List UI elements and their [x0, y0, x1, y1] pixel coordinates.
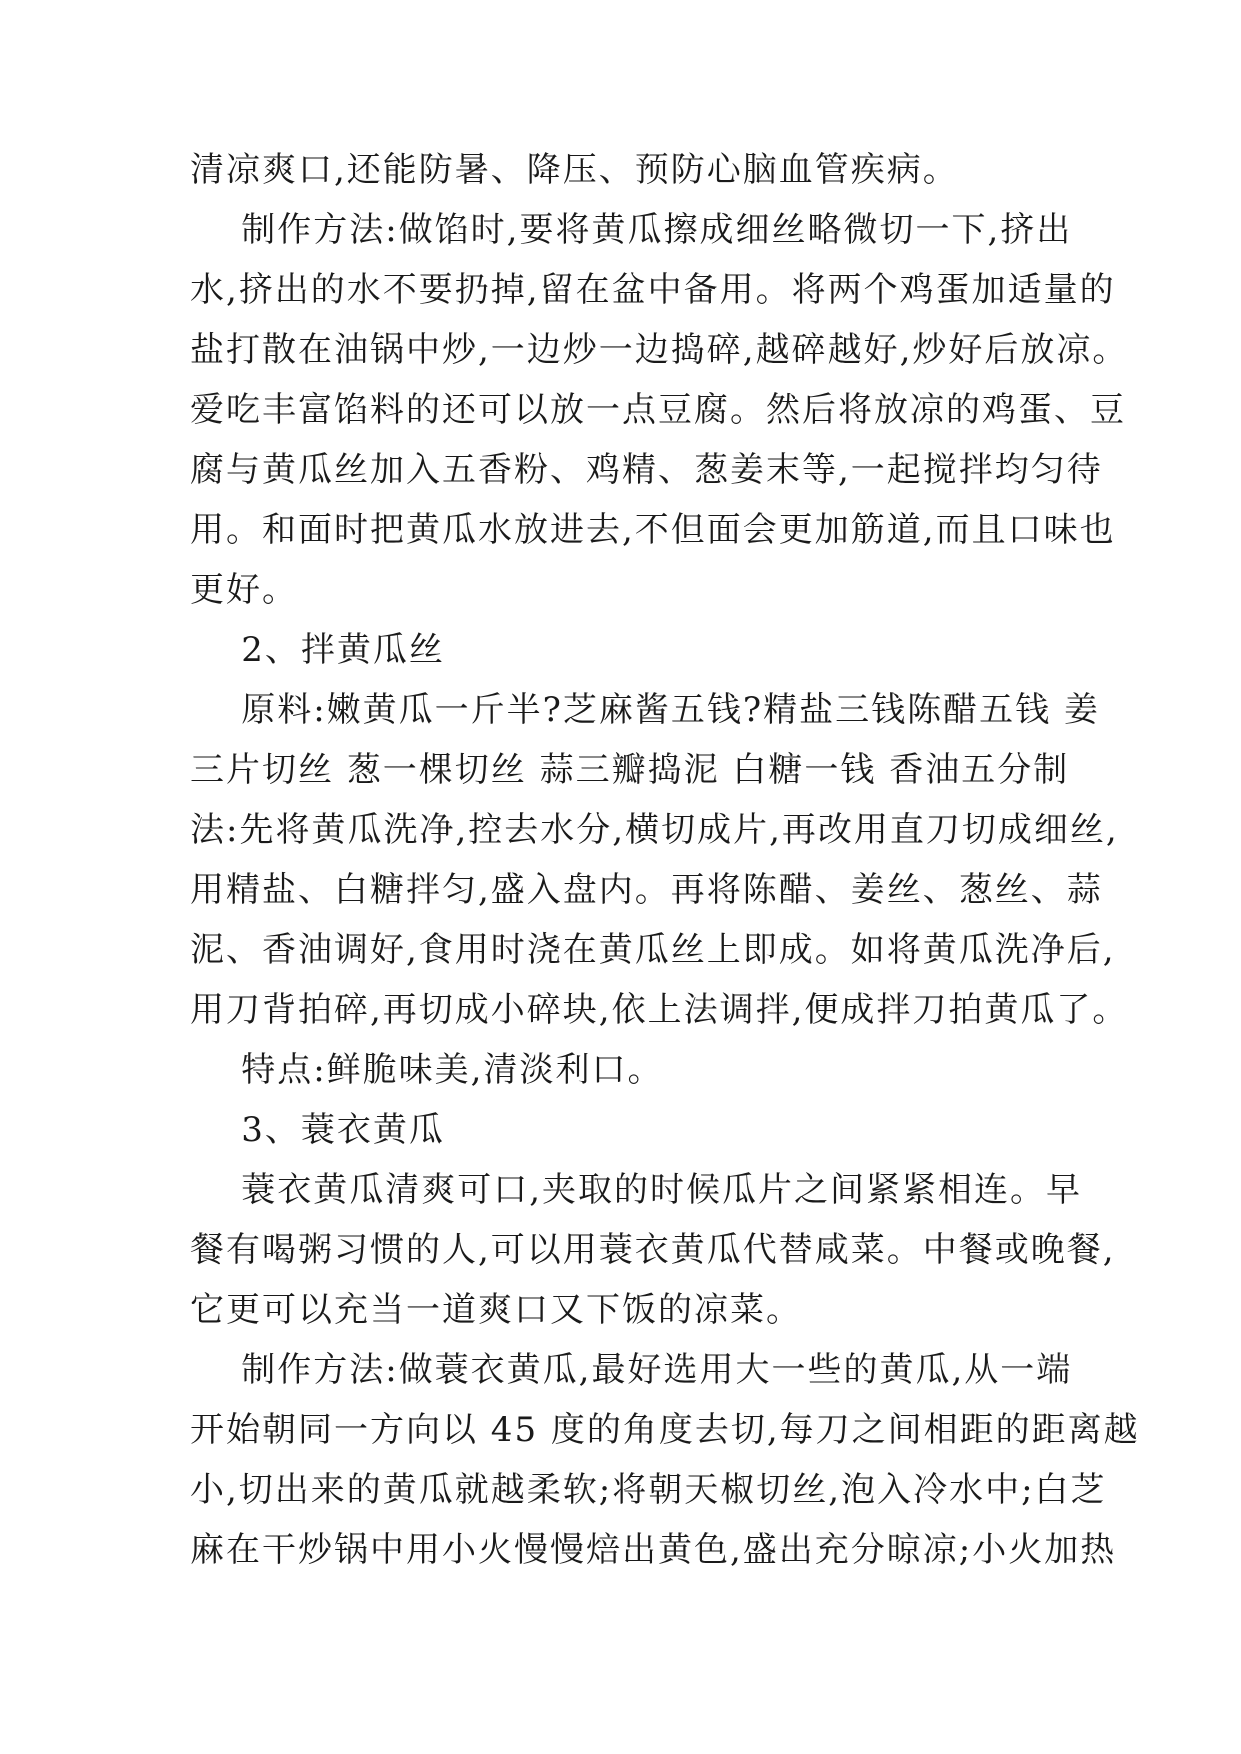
text-line: 清凉爽口,还能防暑、降压、预防心脑血管疾病。: [190, 150, 959, 190]
text-line: 法:先将黄瓜洗净,控去水分,横切成片,再改用直刀切成细丝,: [190, 810, 1119, 850]
text-line: 制作方法:做馅时,要将黄瓜擦成细丝略微切一下,挤出: [190, 210, 1073, 250]
text-line: 用精盐、白糖拌匀,盛入盘内。再将陈醋、姜丝、葱丝、蒜: [190, 870, 1103, 910]
section-heading: 3、蓑衣黄瓜: [190, 1110, 445, 1150]
text-line: 用。和面时把黄瓜水放进去,不但面会更加筋道,而且口味也: [190, 510, 1116, 550]
text-line: 泥、香油调好,食用时浇在黄瓜丝上即成。如将黄瓜洗净后,: [190, 930, 1116, 970]
text-line: 特点:鲜脆味美,清淡利口。: [190, 1050, 664, 1090]
text-line: 小,切出来的黄瓜就越柔软;将朝天椒切丝,泡入冷水中;白芝: [190, 1470, 1107, 1510]
text-line: 水,挤出的水不要扔掉,留在盆中备用。将两个鸡蛋加适量的: [190, 270, 1116, 310]
text-line: 三片切丝 葱一棵切丝 蒜三瓣捣泥 白糖一钱 香油五分制: [190, 750, 1070, 790]
text-line: 制作方法:做蓑衣黄瓜,最好选用大一些的黄瓜,从一端: [190, 1350, 1073, 1390]
text-line: 爱吃丰富馅料的还可以放一点豆腐。然后将放凉的鸡蛋、豆: [190, 390, 1126, 430]
text-line: 开始朝同一方向以 45 度的角度去切,每刀之间相距的距离越: [190, 1410, 1140, 1450]
text-line: 更好。: [190, 570, 298, 610]
text-line: 腐与黄瓜丝加入五香粉、鸡精、葱姜末等,一起搅拌均匀待: [190, 450, 1103, 490]
text-line: 蓑衣黄瓜清爽可口,夹取的时候瓜片之间紧紧相连。早: [190, 1170, 1083, 1210]
text-line: 它更可以充当一道爽口又下饭的凉菜。: [190, 1290, 802, 1330]
text-line: 餐有喝粥习惯的人,可以用蓑衣黄瓜代替咸菜。中餐或晚餐,: [190, 1230, 1116, 1270]
text-line: 用刀背拍碎,再切成小碎块,依上法调拌,便成拌刀拍黄瓜了。: [190, 990, 1129, 1030]
section-heading: 2、拌黄瓜丝: [190, 630, 445, 670]
text-line: 麻在干炒锅中用小火慢慢焙出黄色,盛出充分晾凉;小火加热: [190, 1530, 1117, 1570]
text-line: 原料:嫩黄瓜一斤半?芝麻酱五钱?精盐三钱陈醋五钱 姜: [190, 690, 1100, 730]
text-line: 盐打散在油锅中炒,一边炒一边捣碎,越碎越好,炒好后放凉。: [190, 330, 1129, 370]
